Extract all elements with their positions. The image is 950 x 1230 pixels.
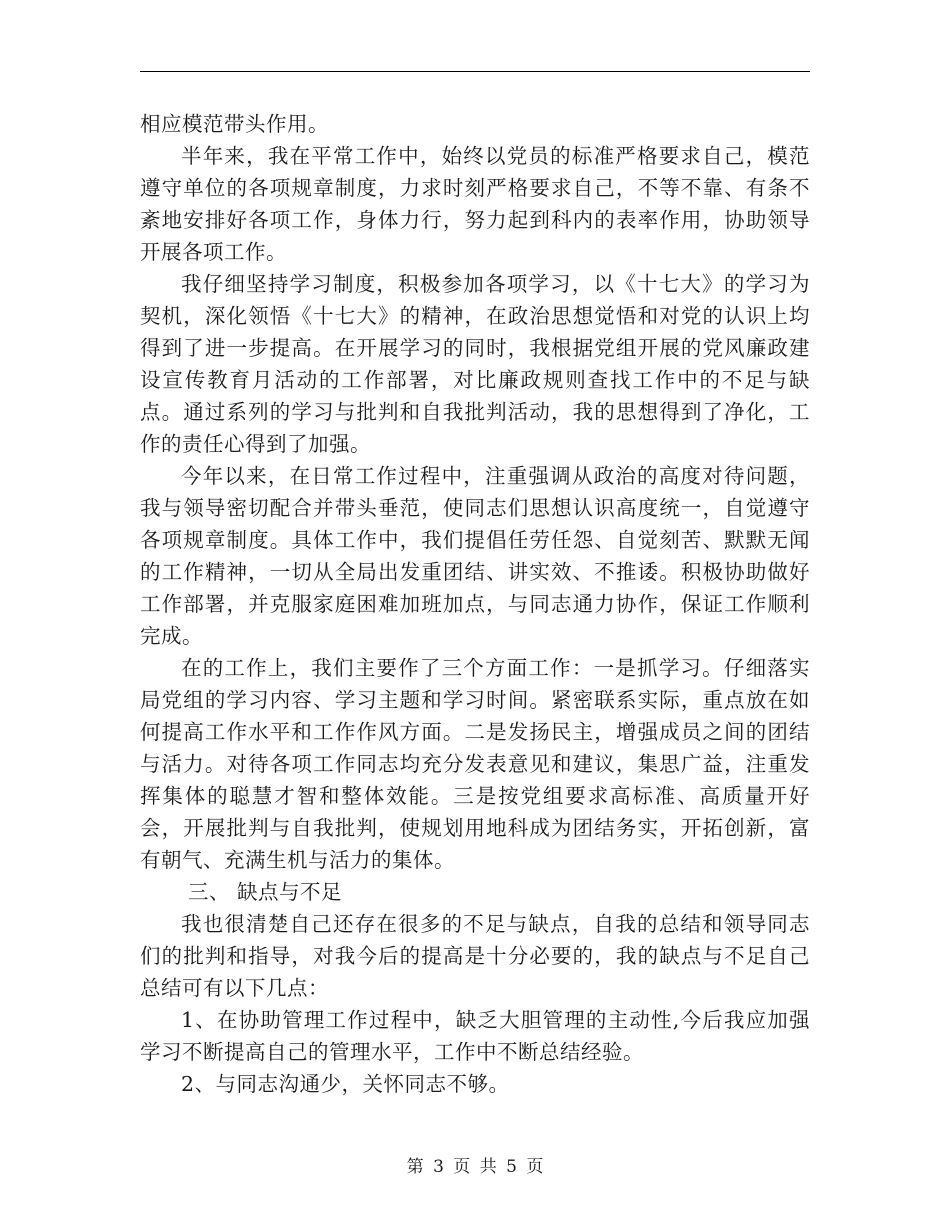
paragraph-continuation: 相应模范带头作用。 (140, 112, 329, 136)
header-rule (140, 71, 810, 72)
paragraph: 我也很清楚自己还存在很多的不足与缺点，自我的总结和领导同志们的批判和指导，对我今后的提高是十分必要的，我的缺点与不足自己总结可有以下几点： (140, 912, 810, 1000)
list-item: 1、在协助管理工作过程中，缺乏大胆管理的主动性,今后我应加强学习不断提高自己的管理水平，工作中不断总结经验。 (140, 1008, 810, 1064)
paragraph: 我仔细坚持学习制度，积极参加各项学习，以《十七大》的学习为契机，深化领悟《十七大》的精神，在政治思想觉悟和对党的认识上均得到了进一步提高。在开展学习的同时，我根据党组开展的党风廉政建设宣传教育月活动的工作部署，对比廉政规则查找工作中的不足与缺点。通过系列的学习与批判和自我批判活动，我的思想得到了净化，工作的责任心得到了加强。 (140, 272, 810, 456)
paragraph: 在的工作上，我们主要作了三个方面工作：一是抓学习。仔细落实局党组的学习内容、学习主题和学习时间。紧密联系实际，重点放在如何提高工作水平和工作作风方面。二是发扬民主，增强成员之间的团结与活力。对待各项工作同志均充分发表意见和建议，集思广益，注重发挥集体的聪慧才智和整体效能。三是按党组要求高标准、高质量开好会，开展批判与自我批判，使规划用地科成为团结务实，开拓创新，富有朝气、充满生机与活力的集体。 (140, 656, 810, 872)
section-heading: 三、 缺点与不足 (188, 880, 343, 904)
list-item: 2、与同志沟通少，关怀同志不够。 (181, 1072, 510, 1096)
paragraph: 半年来，我在平常工作中，始终以党员的标准严格要求自己，模范遵守单位的各项规章制度，力求时刻严格要求自己，不等不靠、有条不紊地安排好各项工作，身体力行，努力起到科内的表率作用，协助领导开展各项工作。 (140, 144, 810, 264)
document-body (140, 108, 810, 1100)
paragraph: 今年以来，在日常工作过程中，注重强调从政治的高度对待问题，我与领导密切配合并带头垂范，使同志们思想认识高度统一，自觉遵守各项规章制度。具体工作中，我们提倡任劳任怨、自觉刻苦、默默无闻的工作精神，一切从全局出发重团结、讲实效、不推诿。积极协助做好工作部署，并克服家庭困难加班加点，与同志通力协作，保证工作顺利完成。 (140, 464, 810, 648)
page-number: 第 3 页 共 5 页 (406, 1157, 544, 1177)
